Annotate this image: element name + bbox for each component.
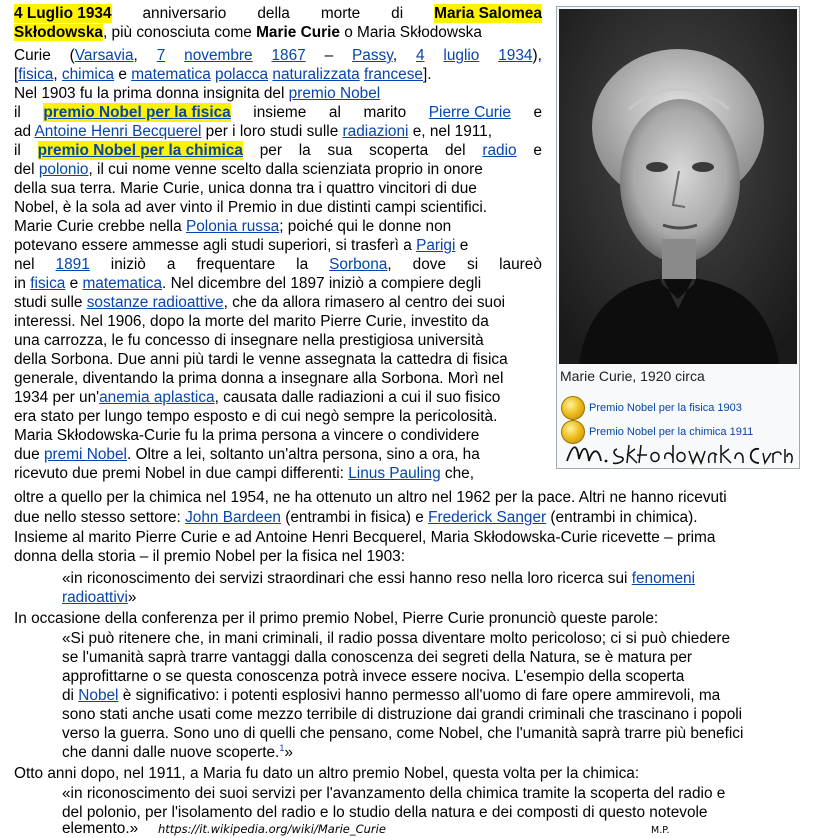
link-1934[interactable]: 1934 (498, 47, 533, 64)
word: il (14, 104, 21, 121)
line: interessi. Nel 1906, dopo la morte del marito Pierre Curie, investito da (14, 313, 489, 330)
text: e (455, 237, 469, 254)
link-award-chimica[interactable]: Premio Nobel per la chimica 1911 (589, 426, 754, 438)
line (14, 445, 480, 464)
line: donna della storia – il premio Nobel per la fisica nel 1903: (14, 548, 405, 565)
line (14, 23, 482, 42)
link-radiazioni[interactable]: radiazioni (342, 123, 409, 140)
link-fenomeni[interactable]: fenomeni (631, 570, 696, 587)
line: generale, diventando la prima donna a insegnare alla Sorbona. Morì nel (14, 370, 504, 387)
link-chimica[interactable]: chimica (61, 66, 115, 83)
text: e (114, 66, 132, 83)
quote-line: «in riconoscimento dei suoi servizi per l'avanzamento della chimica tramite la scoperta del radio e (62, 785, 726, 802)
link-anemia-aplastica[interactable]: anemia aplastica (99, 389, 215, 406)
link-novembre[interactable]: novembre (184, 47, 253, 64)
text: e (65, 275, 83, 292)
link-fisica[interactable]: fisica (18, 66, 54, 83)
photo-caption: Marie Curie, 1920 circa (560, 368, 705, 384)
word: la (296, 256, 309, 273)
text: , (133, 47, 138, 64)
text: . Oltre a lei, soltanto un'altra persona, sino a ora, ha (126, 446, 480, 463)
line: In occasione della conferenza per il primo premio Nobel, Pierre Curie pronunciò queste parole: (14, 610, 659, 627)
word: sua (327, 142, 353, 159)
portrait-image (559, 9, 797, 364)
text: » (284, 744, 293, 761)
word: laureò (499, 256, 542, 273)
text: due (14, 446, 44, 463)
word: della (257, 5, 290, 22)
word: per (259, 142, 282, 159)
word: marito (363, 104, 407, 121)
line (14, 65, 432, 84)
word: a (166, 256, 176, 273)
link-polacca[interactable]: polacca (215, 66, 269, 83)
link-sorbona[interactable]: Sorbona (329, 256, 388, 273)
text: – (324, 47, 334, 64)
link-radioattivi[interactable]: radioattivi (62, 589, 128, 606)
word: al (328, 104, 341, 121)
link-4[interactable]: 4 (415, 47, 425, 64)
word: la (298, 142, 311, 159)
link-award-fisica[interactable]: Premio Nobel per la fisica 1903 (589, 402, 742, 414)
text: , causata dalle radiazioni a cui il suo fisico (214, 389, 501, 406)
quote-line (62, 588, 136, 607)
link-nobel-chimica[interactable]: premio Nobel per la chimica (37, 142, 243, 159)
text: di (62, 687, 79, 704)
reference-marker[interactable]: 1 (279, 742, 285, 753)
line: nel 1891 iniziò a frequentare la Sorbona, dove si laureò (14, 256, 542, 273)
link-radio[interactable]: radio (482, 142, 517, 159)
link-7[interactable]: 7 (156, 47, 166, 64)
line: oltre a quello per la chimica nel 1954, ne ha ottenuto un altro nel 1962 per la pace. Altri ne hanno ricevuti (14, 489, 727, 506)
line (14, 4, 542, 23)
link-parigi[interactable]: Parigi (416, 237, 456, 254)
signature (559, 439, 797, 467)
line: Insieme al marito Pierre Curie e ad Antoine Henri Becquerel, Maria Skłodowska-Curie ricevette – prima (14, 529, 716, 546)
word: iniziò (110, 256, 146, 273)
link-1891[interactable]: 1891 (55, 256, 90, 273)
text: , (53, 66, 62, 83)
text: che, (440, 465, 475, 482)
link-passy[interactable]: Passy (352, 47, 393, 64)
quote-line: «Si può ritenere che, in mani criminali, il radio possa diventare molto pericoloso; ci si può chiedere (62, 630, 731, 647)
line (14, 217, 451, 236)
word: dove (412, 256, 447, 273)
word: scoperta (369, 142, 429, 159)
quote-line (62, 743, 293, 762)
word: insieme (253, 104, 307, 121)
quote-line: del polonio, per l'isolamento del radio e lo studio della natura e dei composti di questo notevole (62, 804, 708, 821)
link-polonio[interactable]: polonio (38, 161, 89, 178)
text: due nello stesso settore: (14, 509, 186, 526)
quote-line (62, 686, 720, 705)
source-url: https://it.wikipedia.org/wiki/Marie_Curie (158, 822, 386, 836)
text: ; poiché qui le donne non (279, 218, 452, 235)
word: il (14, 142, 21, 159)
line (14, 388, 500, 407)
line: era stato per lungo tempo esposto e di cui negò sempre la pericolosità. (14, 408, 498, 425)
line: una carrozza, le fu concesso di insegnare nella prestigiosa università (14, 332, 484, 349)
text: in (14, 275, 31, 292)
word: si (467, 256, 479, 273)
text: ]. (422, 66, 432, 83)
link-matematica[interactable]: matematica (131, 66, 211, 83)
link-luglio[interactable]: luglio (443, 47, 480, 64)
word: di (391, 5, 404, 22)
portrait-photo (559, 9, 797, 364)
word: e (533, 104, 542, 121)
link-francese[interactable]: francese (363, 66, 423, 83)
link-becquerel[interactable]: Antoine Henri Becquerel (34, 123, 202, 140)
quote-line: elemento.» (62, 820, 139, 837)
line: della Sorbona. Due anni più tardi le venne assegnata la cattedra di fisica (14, 351, 508, 368)
line (14, 46, 542, 65)
text: che danni dalle nuove scoperte. (62, 744, 280, 761)
award-fisica[interactable] (561, 396, 742, 420)
line (14, 236, 468, 255)
text: » (127, 589, 137, 606)
text: , più conosciuta come (102, 24, 257, 41)
quote-line: verso la guerra. Sono uno di quelli che pensano, come Nobel, che l'umanità saprà trarre più benefici (62, 725, 744, 742)
link-pierre-curie[interactable]: Pierre Curie (428, 104, 511, 121)
line (14, 508, 698, 527)
text: del (14, 161, 39, 178)
text: o Maria Skłodowska (339, 24, 482, 41)
text: [ (14, 66, 19, 83)
word: anniversario (142, 5, 227, 22)
line (14, 141, 542, 160)
quote-line (62, 569, 695, 588)
text: potevano essere ammesse agli studi superiori, si trasferì a (14, 237, 417, 254)
word: nel (14, 256, 35, 273)
text: Nel 1903 fu la prima donna insignita del (14, 85, 289, 102)
line (14, 293, 505, 312)
text: ricevuto due premi Nobel in due campi differenti: (14, 465, 349, 482)
link-varsavia[interactable]: Varsavia (74, 47, 134, 64)
text: Marie Curie crebbe nella (14, 218, 186, 235)
text: (entrambi in chimica). (546, 509, 698, 526)
text: per i loro studi sulle (201, 123, 343, 140)
quote-line: se l'umanità saprà trarre vantaggi dalla conoscenza dei segreti della Natura, se è matura per (62, 649, 693, 666)
nobel-medal-icon (561, 396, 585, 420)
text: (entrambi in fisica) e (280, 509, 429, 526)
word: del (445, 142, 466, 159)
link-fisica-2[interactable]: fisica (30, 275, 66, 292)
line (14, 274, 481, 293)
bold-name: Marie Curie (256, 24, 340, 41)
text: è significativo: i potenti esplosivi hanno permesso all'uomo di fare opere ammirevoli, ma (118, 687, 721, 704)
line (14, 464, 474, 483)
line: Otto anni dopo, nel 1911, a Maria fu dato un altro premio Nobel, questa volta per la chimica: (14, 765, 640, 782)
text: «in riconoscimento dei servizi straordinari che essi hanno reso nella loro ricerca sui (62, 570, 632, 587)
link-polonia-russa[interactable]: Polonia russa (185, 218, 280, 235)
author-initials: M.P. (651, 825, 670, 836)
line: Nobel, è la sola ad aver vinto il Premio in due distinti campi scientifici. (14, 199, 488, 216)
infobox (556, 6, 800, 469)
text: ( (69, 47, 75, 64)
word: e (533, 142, 542, 159)
text: , il cui nome venne scelto dalla scienziata proprio in onore (88, 161, 483, 178)
word: morte (320, 5, 361, 22)
text: , che da allora rimasero al centro dei suoi (223, 294, 506, 311)
link-nobel[interactable]: Nobel (78, 687, 119, 704)
text: ad (14, 123, 35, 140)
link-premi-nobel[interactable]: premi Nobel (43, 446, 127, 463)
line (14, 160, 483, 179)
line (14, 103, 542, 122)
link-1867[interactable]: 1867 (271, 47, 306, 64)
text: . Nel dicembre del 1897 iniziò a compiere degli (162, 275, 482, 292)
line: Maria Skłodowska-Curie fu la prima persona a vincere o condividere (14, 427, 480, 444)
link-frederick-sanger[interactable]: Frederick Sanger (428, 509, 547, 526)
text: ), (532, 47, 542, 64)
text: 1934 per un' (14, 389, 100, 406)
word: frequentare (196, 256, 276, 273)
link-matematica-2[interactable]: matematica (82, 275, 163, 292)
link-nobel-fisica[interactable]: premio Nobel per la fisica (43, 104, 231, 121)
text: , (392, 47, 398, 64)
text: e, nel 1911, (408, 123, 493, 140)
date-highlight: 4 Luglio 1934 (14, 5, 112, 22)
line: della sua terra. Marie Curie, unica donna tra i quattro vincitori di due (14, 180, 477, 197)
quote-line: approfittarne o se questa conoscenza potrà invece essere nociva. L'esempio della scoperta (62, 668, 685, 685)
line (14, 122, 492, 141)
name-highlight: Maria Salomea (434, 5, 542, 22)
link-sostanze-radioattive[interactable]: sostanze radioattive (86, 294, 224, 311)
word: Curie (14, 47, 51, 64)
link-premio-nobel[interactable]: premio Nobel (288, 85, 381, 102)
signature-image (559, 439, 797, 467)
text: studi sulle (14, 294, 87, 311)
quote-line: sono stati anche usati come mezzo terribile di distruzione dai grandi criminali che trascinano i popoli (62, 706, 743, 723)
line (14, 84, 380, 103)
link-john-bardeen[interactable]: John Bardeen (185, 509, 281, 526)
link-linus-pauling[interactable]: Linus Pauling (348, 465, 441, 482)
surname-highlight: Skłodowska (14, 24, 103, 41)
link-naturalizzata[interactable]: naturalizzata (272, 66, 360, 83)
